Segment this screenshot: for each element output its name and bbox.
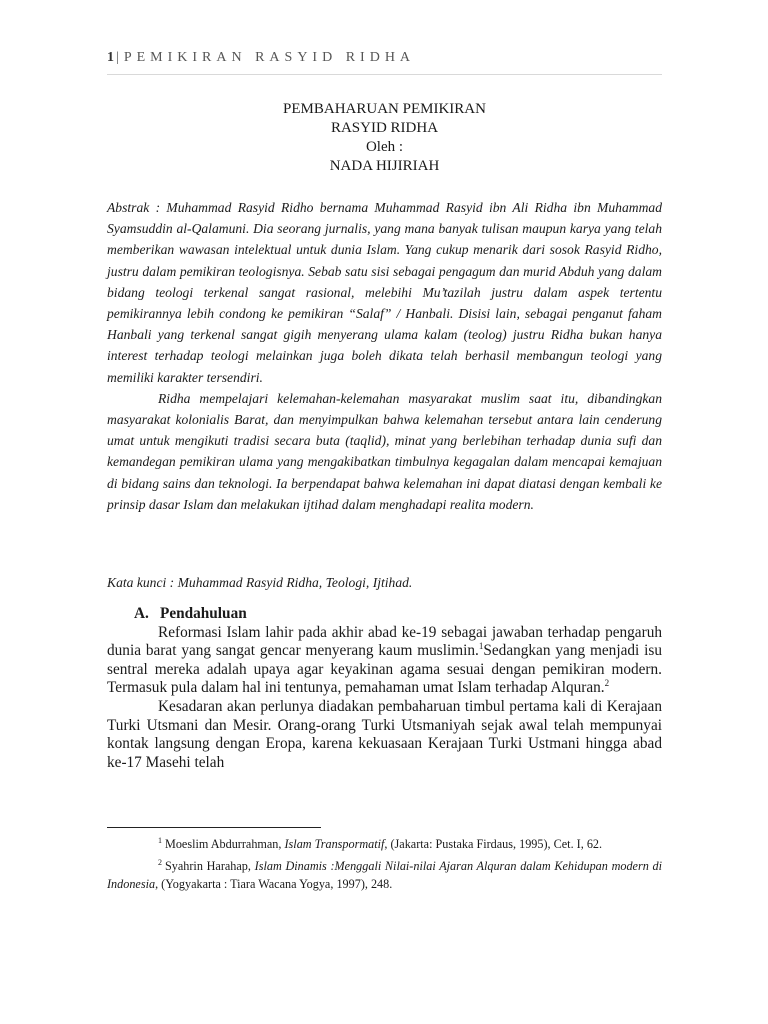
header-separator: | [116,50,119,65]
section-number: A. [134,605,149,622]
footnote-text: Syahrin Harahap, [165,859,255,873]
body-paragraph-2: Kesadaran akan perlunya diadakan pembaharuan timbul pertama kali di Kerajaan Turki Utsmani dan Mesir. Orang-orang Turki Utsmaniyah sejak awal telah mempunyai kontak langsung dengan Eropa, karena kekuasaan Kerajaan Turki Ustmani hingga abad ke-17 Masehi telah [107,697,662,771]
section-title: Pendahuluan [160,605,247,622]
title-line-2: RASYID RIDHA [330,120,439,136]
footnote-divider [107,827,321,828]
footnote-book-title: Islam Transpormatif [284,837,385,851]
author-name: NADA HIJIRIAH [329,158,440,174]
footnote-text: , (Jakarta: Pustaka Firdaus, 1995), Cet. I, 62. [384,837,603,851]
footnote-1 [107,835,662,853]
running-header [107,50,662,75]
footnote-number: 2 [158,857,162,867]
body-paragraph-1 [107,624,662,698]
abstract [107,197,662,515]
footnote-ref-1[interactable]: 1 [478,641,484,652]
footnote-text: Moeslim Abdurrahman, [165,837,285,851]
paragraph-text: Reformasi Islam lahir pada akhir abad ke-19 sebagai jawaban terhadap pengaruh dunia barat yang sangat gencar menyerang kaum muslimin. [107,623,662,660]
abstract-paragraph-2: Ridha mempelajari kelemahan-kelemahan masyarakat muslim saat itu, dibandingkan masyarakat kolonialis Barat, dan menyimpulkan bahwa kelemahan tersebut antara lain cenderung umat untuk mengikuti tradisi secara buta (taqlid), minat yang berlebihan terhadap dunia sufi dan kemandegan pemikiran ulama yang mengakibatkan timbulnya kegagalan dalam mencapai kemajuan di bidang sains dan teknologi. Ia berpendapat bahwa kelemahan ini dapat diatasi dengan kembali ke prinsip dasar Islam dan melakukan ijtihad dalam menghadapi realita modern. [107,390,662,512]
title-block [107,100,662,176]
section-heading [134,605,662,624]
footnote-number: 1 [158,835,162,845]
page-number: 1 [107,50,114,65]
footnote-book-title: Islam Dinamis :Menggali Nilai-nilai Ajaran Alquran dalam Kehidupan modern di Indonesia [107,859,662,891]
running-title: PEMIKIRAN RASYID RIDHA [123,50,416,65]
footnotes [107,835,662,897]
byline-label: Oleh : [365,139,404,155]
footnote-text: , (Yogyakarta : Tiara Wacana Yogya, 1997), 248. [155,877,393,891]
footnote-ref-2[interactable]: 2 [604,678,610,689]
paragraph-text: Sedangkan yang menjadi isu sentral mereka adalah upaya agar keyakinan agama sesuai dengan pemikiran modern. Termasuk pula dalam hal ini tentunya, pemahaman umat Islam terhadap Alquran. [107,642,662,697]
section-introduction [107,605,662,772]
title-line-1: PEMBAHARUAN PEMIKIRAN [283,101,486,117]
abstract-paragraph-1: Abstrak : Muhammad Rasyid Ridho bernama Muhammad Rasyid ibn Ali Ridha ibn Muhammad Syamsuddin al-Qalamuni. Dia seorang jurnalis, yang mana banyak tulisan maupun karya yang telah memberikan wawasan intelektual untuk dunia Islam. Yang cukup menarik dari sosok Rasyid Ridho, justru dalam pemikiran teologisnya. Sebab satu sisi sebagai pengagum dan murid Abduh yang dalam bidang teologi terkenal sangat rasional, melebihi Mu’tazilah justru dalam aspek tertentu pemikirannya lebih condong ke pemikiran “Salaf” / Hanbali. Disisi lain, sebagai penganut faham Hanbali yang terkenal sangat gigih menyerang ulama kalam (teolog) justru Ridha bukan hanya interest terhadap teologi melainkan juga boleh dikata telah berhasil membangun teologi yang memiliki karakter tersendiri. [107,200,662,385]
footnote-2 [107,857,662,893]
keywords: Kata kunci : Muhammad Rasyid Ridha, Teologi, Ijtihad. [107,575,413,590]
